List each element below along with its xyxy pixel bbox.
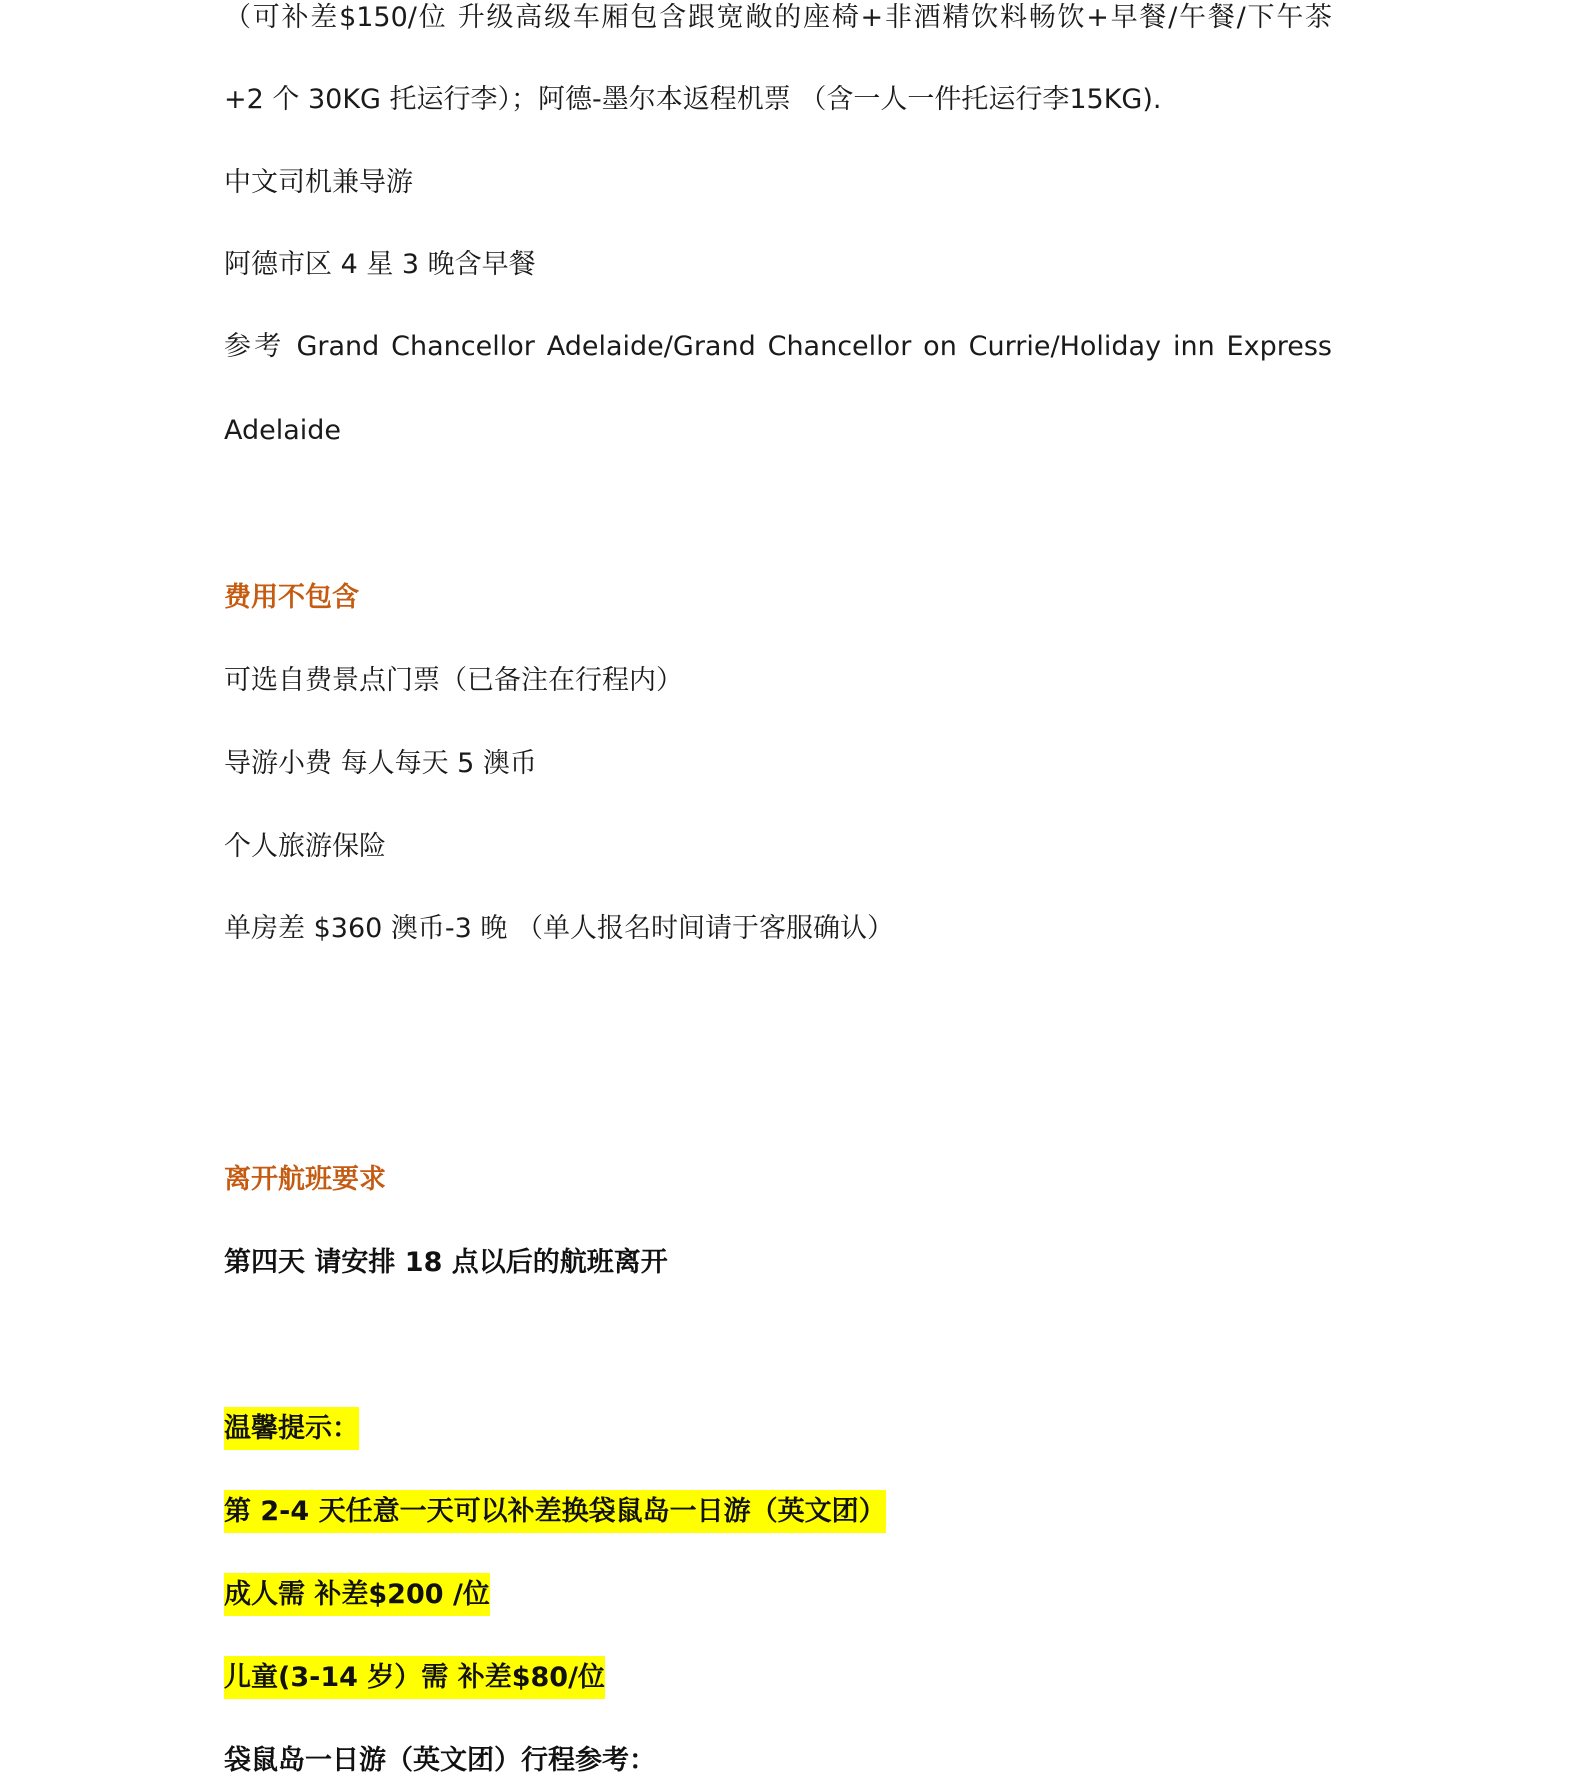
excluded-heading: 费用不包含	[224, 582, 359, 613]
departure-note: 第四天 请安排 18 点以后的航班离开	[224, 1247, 668, 1278]
excluded-item: 导游小费 每人每天 5 澳币	[224, 748, 537, 779]
tips-item	[224, 1494, 886, 1530]
tips-item	[224, 1577, 490, 1613]
departure-heading: 离开航班要求	[224, 1164, 386, 1195]
tips-item-text: 成人需 补差$200 /位	[224, 1573, 490, 1616]
excluded-item: 可选自费景点门票（已备注在行程内）	[224, 665, 683, 696]
tips-item-text: 第 2-4 天任意一天可以补差换袋鼠岛一日游（英文团）	[224, 1490, 886, 1533]
tips-heading	[224, 1411, 406, 1447]
included-line-hotel-reference-cont: Adelaide	[224, 415, 342, 446]
included-line-driver-guide: 中文司机兼导游	[224, 167, 413, 198]
tips-reference: 袋鼠岛一日游（英文团）行程参考：	[224, 1745, 656, 1776]
excluded-item: 单房差 $360 澳币-3 晚 （单人报名时间请于客服确认）	[224, 913, 894, 944]
included-line-return-flight: +2 个 30KG 托运行李）；阿德-墨尔本返程机票 （含一人一件托运行李15KG).	[224, 84, 1162, 115]
tips-heading-text: 温馨提示：	[224, 1407, 359, 1450]
tips-item-text: 儿童(3-14 岁）需 补差$80/位	[224, 1656, 605, 1699]
included-line-upgrade: （可补差$150/位 升级高级车厢包含跟宽敞的座椅+非酒精饮料畅饮+早餐/午餐/下午茶	[224, 2, 1332, 33]
included-line-hotel: 阿德市区 4 星 3 晚含早餐	[224, 249, 536, 280]
included-line-hotel-reference: 参考 Grand Chancellor Adelaide/Grand Chancellor on Currie/Holiday inn Express	[224, 331, 1332, 362]
excluded-item: 个人旅游保险	[224, 831, 386, 862]
tips-item	[224, 1660, 605, 1696]
